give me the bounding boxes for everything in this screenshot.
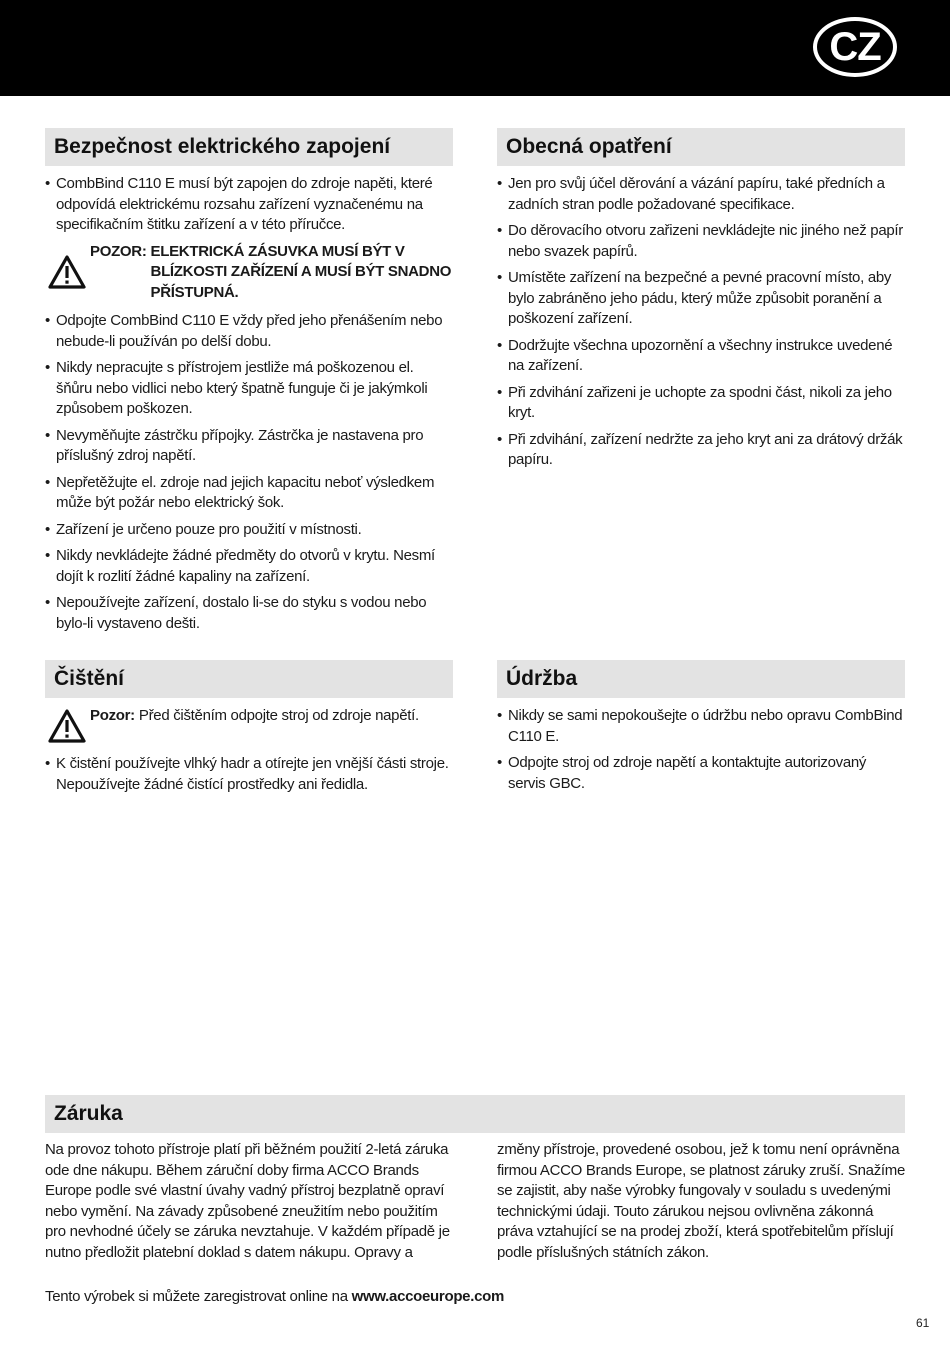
maintenance-list bbox=[497, 706, 905, 794]
general-precautions-list bbox=[497, 174, 905, 471]
warranty-heading: Záruka bbox=[45, 1095, 905, 1133]
registration-note bbox=[45, 1287, 905, 1308]
list-item: • K čistění používejte vlhký hadr a otírejte jen vnější části stroje. Nepoužívejte žádné čistící prostředky ani ředidla. bbox=[45, 754, 453, 795]
registration-link[interactable]: www.accoeurope.com bbox=[351, 1288, 505, 1305]
electrical-safety-list bbox=[45, 174, 453, 236]
language-badge: CZ bbox=[813, 17, 897, 77]
list-item: • Do děrovacího otvoru zařizeni nevkládejte nic jiného než papír nebo svazek papírů. bbox=[497, 221, 905, 262]
general-precautions-heading: Obecná opatření bbox=[497, 128, 905, 166]
electrical-warning bbox=[45, 242, 453, 304]
list-item: • CombBind C110 E musí být zapojen do zdroje napěti, které odpovídá elektrickému rozsahu zařízení vyznačenému na specifikačním štitku zařízení a v této příručce. bbox=[45, 174, 453, 236]
warning-triangle-icon bbox=[47, 254, 87, 290]
electrical-safety-heading: Bezpečnost elektrického zapojení bbox=[45, 128, 453, 166]
list-item: • Nevyměňujte zástrčku přípojky. Zástrčka je nastavena pro příslušný zdroj napětí. bbox=[45, 426, 453, 467]
cleaning-heading: Čištění bbox=[45, 660, 453, 698]
list-item: • Při zdvihání zařizeni je uchopte za spodni část, nikoli za jeho kryt. bbox=[497, 383, 905, 424]
maintenance-heading: Údržba bbox=[497, 660, 905, 698]
list-item: • Nikdy se sami nepokoušejte o údržbu nebo opravu CombBind C110 E. bbox=[497, 706, 905, 747]
cleaning-list bbox=[45, 754, 453, 795]
registration-text: Tento výrobek si můžete zaregistrovat online na bbox=[45, 1288, 348, 1305]
list-item: • Nepoužívejte zařízení, dostalo li-se do styku s vodou nebo bylo-li vystaveno dešti. bbox=[45, 593, 453, 634]
general-precautions-section bbox=[497, 128, 905, 477]
list-item: • Nikdy nepracujte s přístrojem jestliže má poškozenou el. šňůru nebo vidlici nebo který špatně funguje či je jakýmkoli způsobem poškozen. bbox=[45, 358, 453, 420]
electrical-safety-section bbox=[45, 128, 453, 640]
list-item: • Nepřetěžujte el. zdroje nad jejich kapacitu neboť výsledkem může být požár nebo elektrický šok. bbox=[45, 473, 453, 514]
list-item: • Zařízení je určeno pouze pro použití v místnosti. bbox=[45, 520, 453, 541]
warning-label: POZOR: bbox=[90, 242, 147, 260]
list-item: • Při zdvihání, zařízení nedržte za jeho kryt ani za drátový držák papíru. bbox=[497, 430, 905, 471]
list-item: • Nikdy nevkládejte žádné předměty do otvorů v krytu. Nesmí dojít k rozlití žádné kapaliny na zařízení. bbox=[45, 546, 453, 587]
list-item: • Jen pro svůj účel děrování a vázání papíru, také předních a zadních stran podle požadované specifikace. bbox=[497, 174, 905, 215]
warranty-section bbox=[45, 1095, 905, 1308]
list-item: • Umístěte zařízení na bezpečné a pevné pracovní místo, aby bylo zabráněno jeho pádu, který může způsobit poranění a poškození zařízení. bbox=[497, 268, 905, 330]
warning-triangle-icon bbox=[47, 708, 87, 744]
top-banner bbox=[0, 0, 950, 96]
warranty-text-column-2: změny přístroje, provedené osobou, jež k tomu není oprávněna firmou ACCO Brands Europe, se platnost záruky zruší. Snažíme se zajistit, aby naše výrobky fungovaly v souladu s uvedenými technickými údaji. Touto zárukou nejsou ovlivněna zákonná práva vztahující se na prodej zboží, která spotřebitelům příslují podle příslušných státních zákon. bbox=[497, 1141, 906, 1261]
cleaning-warning bbox=[45, 706, 453, 746]
warning-text: Před čištěním odpojte stroj od zdroje napětí. bbox=[138, 707, 419, 724]
warranty-text-column-1: Na provoz tohoto přístroje platí při běžném použití 2-letá záruka ode dne nákupu. Během záruční doby firma ACCO Brands Europe podle své vlastní úvahy vadný přístroj bezplatně opraví nebo vymění. Na závady způsobené zneužitím nebo použitím pro nevhodné účely se záruka nevztahuje. V každém případě je nutno předložit platební doklad s datem nákupu. Opravy a bbox=[45, 1141, 450, 1261]
page-number: 61 bbox=[916, 1316, 930, 1330]
cleaning-section bbox=[45, 660, 453, 801]
warning-label: Pozor: bbox=[90, 707, 135, 724]
list-item: • Odpojte stroj od zdroje napětí a kontaktujte autorizovaný servis GBC. bbox=[497, 753, 905, 794]
maintenance-section bbox=[497, 660, 905, 800]
list-item: • Dodržujte všechna upozornění a všechny instrukce uvedené na zařízení. bbox=[497, 336, 905, 377]
electrical-safety-list-continued bbox=[45, 311, 453, 634]
warning-text: ELEKTRICKÁ ZÁSUVKA MUSÍ BÝT V BLÍZKOSTI ZAŘÍZENÍ A MUSÍ BÝT SNADNO PŘÍSTUPNÁ. bbox=[150, 242, 452, 301]
list-item: • Odpojte CombBind C110 E vždy před jeho přenášením nebo nebude-li používán po delší dobu. bbox=[45, 311, 453, 352]
